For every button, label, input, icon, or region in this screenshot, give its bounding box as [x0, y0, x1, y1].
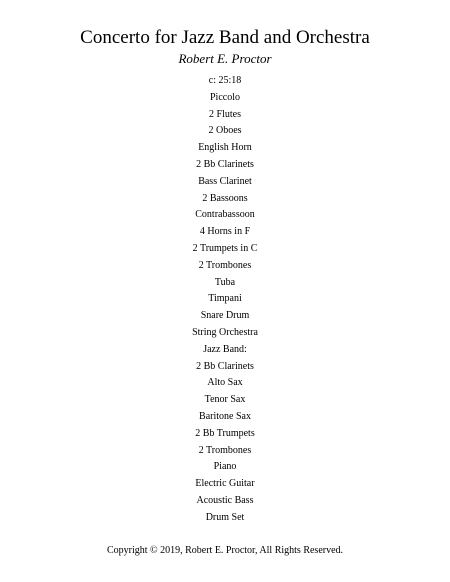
instrument-item: 2 Trombones [198, 259, 252, 271]
instrument-item: Tenor Sax [204, 394, 246, 406]
instrument-item: Contrabassoon [195, 209, 255, 221]
instrument-item: Electric Guitar [195, 478, 255, 490]
instrument-item: 2 Oboes [208, 125, 242, 137]
instrument-item: 2 Bb Clarinets [196, 158, 254, 170]
instrument-item: Snare Drum [200, 310, 250, 322]
section-heading-jazz-band: Jazz Band: [203, 343, 247, 355]
instrument-item: Bass Clarinet [198, 175, 252, 187]
instrument-item: Drum Set [205, 511, 245, 523]
instrument-item: 2 Trombones [198, 444, 252, 456]
instrument-item: String Orchestra [192, 326, 258, 338]
instrumentation-list [0, 73, 450, 527]
instrument-item: 4 Horns in F [199, 226, 251, 238]
duration-line: c: 25:18 [208, 75, 242, 86]
instrument-item: 2 Trumpets in C [192, 242, 258, 254]
composer-name: Robert E. Proctor [178, 51, 272, 66]
instrument-item: 2 Flutes [209, 108, 241, 120]
instrument-item: 2 Bb Clarinets [196, 360, 254, 372]
instrument-item: English Horn [198, 142, 252, 154]
instrument-item: Tuba [214, 276, 236, 288]
instrument-item: Piccolo [210, 91, 240, 103]
instrument-item: Alto Sax [207, 377, 243, 389]
instrument-item: Acoustic Bass [196, 494, 254, 506]
instrument-item: 2 Bassoons [202, 192, 248, 204]
copyright-notice: Copyright © 2019, Robert E. Proctor, All Rights Reserved. [106, 545, 344, 556]
instrument-item: Piano [213, 461, 237, 473]
page-title: Concerto for Jazz Band and Orchestra [80, 27, 370, 48]
instrument-item: 2 Bb Trumpets [195, 427, 255, 439]
instrument-item: Timpani [208, 293, 242, 305]
instrument-item: Baritone Sax [199, 410, 251, 422]
